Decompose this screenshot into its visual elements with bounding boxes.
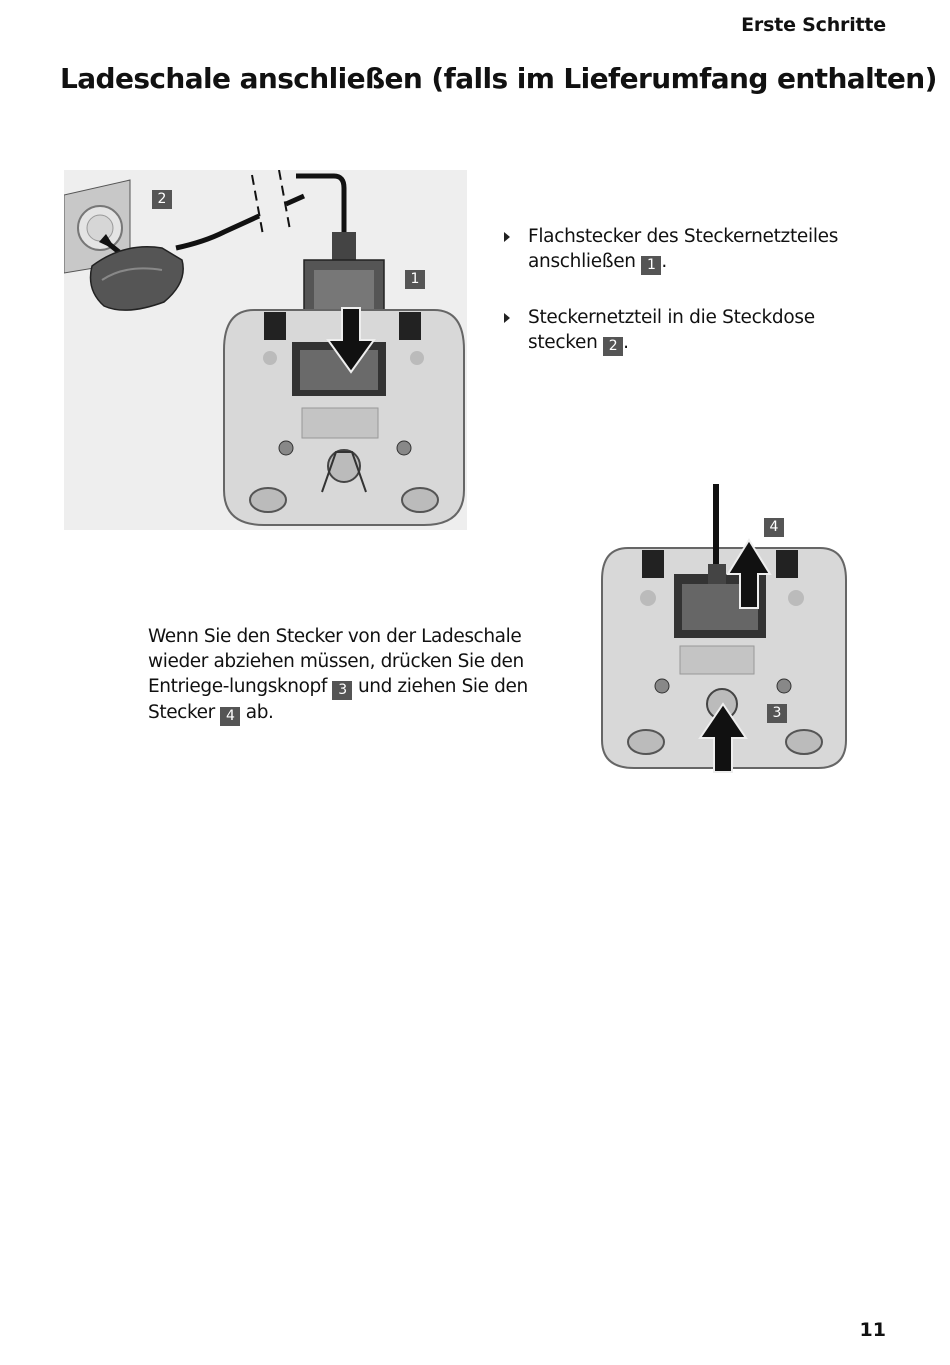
plug-release-illustration — [598, 480, 850, 775]
note-ref-badge: 4 — [220, 707, 240, 726]
step-text: Steckernetzteil in die Steckdose stecken — [528, 307, 815, 353]
figure-connect-charger — [64, 170, 467, 530]
step-text: Flachstecker des Steckernetzteiles anschließen — [528, 226, 839, 272]
step-item — [502, 224, 882, 275]
step-text-end: . — [661, 251, 667, 272]
step-triangle-icon — [504, 313, 510, 323]
callout-1: 1 — [405, 270, 425, 289]
callout-2: 2 — [152, 190, 172, 209]
callout-3: 3 — [767, 704, 787, 723]
page-number: 11 — [859, 1319, 886, 1341]
step-ref-badge: 2 — [603, 337, 623, 356]
page-title: Ladeschale anschließen (falls im Lieferumfang enthalten) — [60, 62, 937, 95]
step-triangle-icon — [504, 232, 510, 242]
note-text: Wenn Sie den Stecker von der Ladeschale wieder abziehen müssen, drücken Sie den Entriege-lungsknopf — [148, 626, 524, 697]
step-text-end: . — [623, 332, 629, 353]
step-item — [502, 305, 882, 356]
note-ref-badge: 3 — [332, 681, 352, 700]
step-ref-badge: 1 — [641, 256, 661, 275]
step-list — [502, 224, 882, 386]
figure-release-plug — [598, 480, 850, 775]
note-text: ab. — [240, 702, 274, 723]
charger-connect-illustration — [64, 170, 467, 530]
note-text: und ziehen Sie den Stecker — [148, 676, 528, 723]
callout-4: 4 — [764, 518, 784, 537]
header-section: Erste Schritte — [741, 14, 886, 36]
release-note — [148, 624, 583, 726]
